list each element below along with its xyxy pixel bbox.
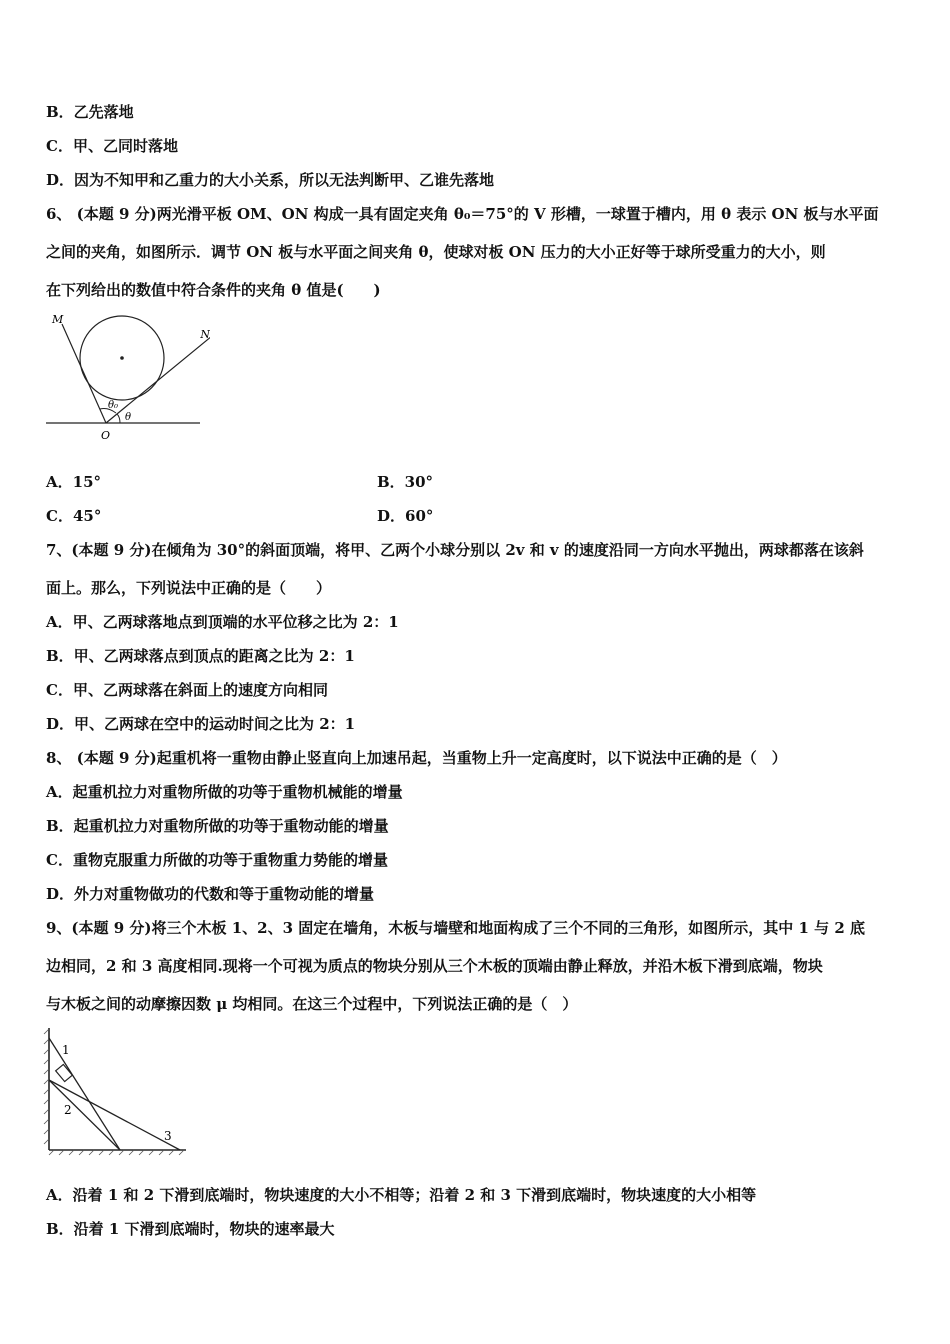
- label-n: N: [200, 328, 210, 341]
- q5-option-d: D．因为不知甲和乙重力的大小关系，所以无法判断甲、乙谁先落地: [46, 171, 495, 189]
- label-m: M: [52, 313, 64, 326]
- q9-stem-line2: 边相同，2 和 3 高度相同.现将一个可视为质点的物块分别从三个木板的顶端由静止释放，并沿木板下滑到底端，物块: [46, 957, 823, 975]
- label-o: O: [101, 429, 111, 442]
- q9-stem-line1: 9、(本题 9 分)将三个木板 1、2、3 固定在墙角，木板与墙壁和地面构成了三个不同的三角形，如图所示，其中 1 与 2 底: [46, 919, 866, 937]
- board-2: [49, 1080, 120, 1150]
- q7-stem-line2: 面上。那么，下列说法中正确的是（ ）: [46, 579, 332, 597]
- q7-option-d: D．甲、乙两球在空中的运动时间之比为 2：1: [46, 715, 356, 733]
- label-theta0: θ₀: [108, 400, 119, 411]
- q6-option-c: C．45°: [46, 507, 102, 525]
- q8-option-c: C．重物克服重力所做的功等于重物重力势能的增量: [46, 851, 388, 869]
- theta-arc: [117, 414, 120, 423]
- q7-option-a: A．甲、乙两球落地点到顶端的水平位移之比为 2：1: [46, 613, 399, 631]
- label-1: 1: [62, 1043, 70, 1057]
- q6-stem-line3: 在下列给出的数值中符合条件的夹角 θ 值是( ): [46, 281, 381, 299]
- label-theta: θ: [125, 412, 132, 423]
- label-3: 3: [164, 1129, 172, 1143]
- label-2: 2: [64, 1103, 72, 1117]
- block: [56, 1064, 73, 1081]
- q6-stem-line2: 之间的夹角，如图所示．调节 ON 板与水平面之间夹角 θ，使球对板 ON 压力的大小正好等于球所受重力的大小，则: [46, 243, 826, 261]
- q6-option-d: D．60°: [377, 507, 434, 525]
- q5-option-c: C．甲、乙同时落地: [46, 137, 178, 155]
- q7-stem-line1: 7、(本题 9 分)在倾角为 30°的斜面顶端，将甲、乙两个小球分别以 2v 和 v 的速度沿同一方向水平抛出，两球都落在该斜: [46, 541, 864, 559]
- q7-option-c: C．甲、乙两球落在斜面上的速度方向相同: [46, 681, 328, 699]
- ball-center-dot: [120, 356, 124, 360]
- q9-stem-line3: 与木板之间的动摩擦因数 μ 均相同。在这三个过程中，下列说法正确的是（ ）: [46, 995, 578, 1013]
- q6-option-a: A．15°: [46, 473, 102, 491]
- q7-option-b: B．甲、乙两球落点到顶点的距离之比为 2：1: [46, 647, 355, 665]
- q8-stem: 8、 (本题 9 分)起重机将一重物由静止竖直向上加速吊起，当重物上升一定高度时，以下说法中正确的是（ ）: [46, 749, 787, 767]
- q9-option-a: A．沿着 1 和 2 下滑到底端时，物块速度的大小不相等；沿着 2 和 3 下滑到底端时，物块速度的大小相等: [46, 1186, 757, 1204]
- q8-option-a: A．起重机拉力对重物所做的功等于重物机械能的增量: [46, 783, 403, 801]
- q8-option-d: D．外力对重物做功的代数和等于重物动能的增量: [46, 885, 375, 903]
- q6-stem-line1: 6、 (本题 9 分)两光滑平板 OM、ON 构成一具有固定夹角 θ₀＝75°的 V 形槽，一球置于槽内，用 θ 表示 ON 板与水平面: [46, 205, 879, 223]
- q9-option-b: B．沿着 1 下滑到底端时，物块的速率最大: [46, 1220, 335, 1238]
- board-1: [49, 1038, 120, 1150]
- q6-option-b: B．30°: [377, 473, 434, 491]
- q9-three-boards-figure: [40, 1024, 190, 1156]
- q5-option-b: B．乙先落地: [46, 103, 134, 121]
- q6-v-groove-figure: [40, 308, 210, 443]
- q8-option-b: B．起重机拉力对重物所做的功等于重物动能的增量: [46, 817, 389, 835]
